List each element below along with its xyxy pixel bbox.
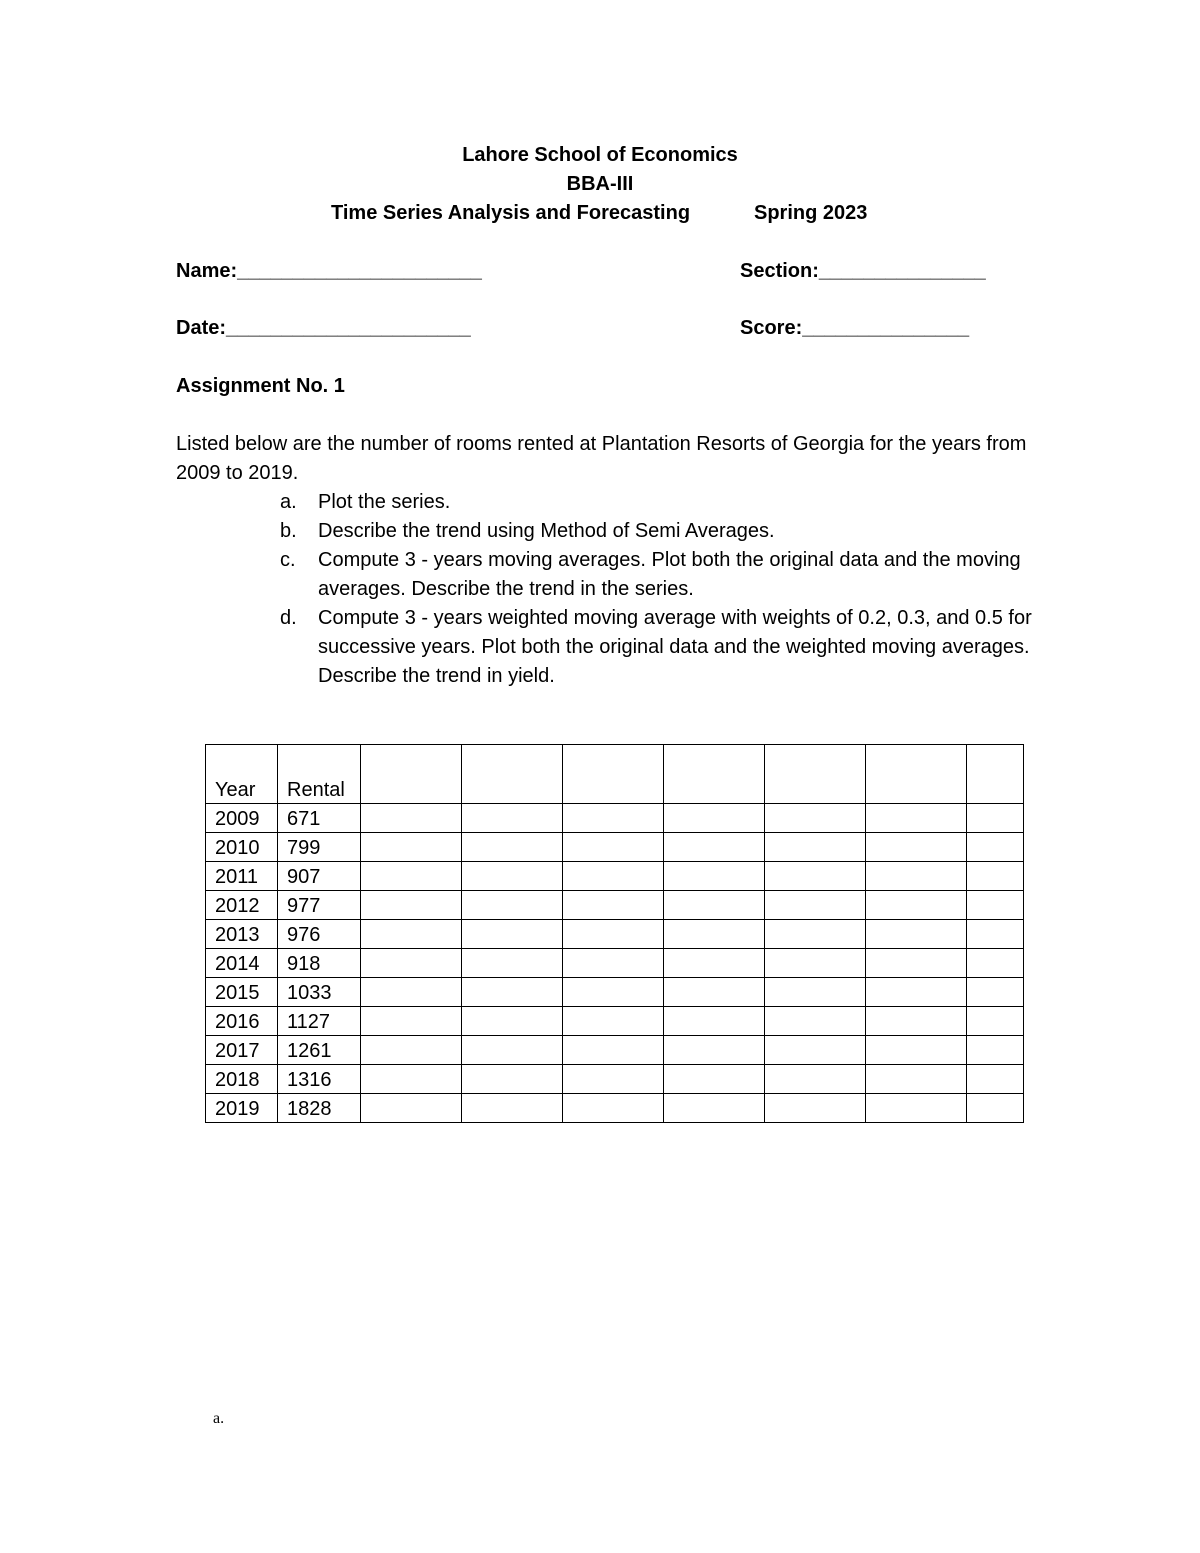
- blank-cell: [967, 1065, 1024, 1094]
- task-item: [280, 604, 1040, 691]
- table-row: [206, 1007, 1024, 1036]
- blank-cell: [664, 1094, 765, 1123]
- task-text: Compute 3 - years moving averages. Plot both the original data and the moving averages. Describe the trend in the series.: [318, 549, 1021, 600]
- rental-cell: 976: [278, 920, 361, 949]
- blank-cell: [967, 1007, 1024, 1036]
- blank-cell: [866, 804, 967, 833]
- blank-cell: [361, 1094, 462, 1123]
- blank-cell: [866, 978, 967, 1007]
- blank-cell: [563, 1065, 664, 1094]
- blank-cell: [765, 949, 866, 978]
- blank-cell: [361, 949, 462, 978]
- blank-cell: [967, 833, 1024, 862]
- blank-cell: [563, 1036, 664, 1065]
- rental-cell: 907: [278, 862, 361, 891]
- table-row: [206, 949, 1024, 978]
- task-list: [280, 488, 1040, 691]
- year-cell: 2011: [206, 862, 278, 891]
- blank-cell: [462, 920, 563, 949]
- blank-cell: [664, 949, 765, 978]
- blank-cell: [765, 891, 866, 920]
- table-row: [206, 833, 1024, 862]
- task-text: Describe the trend using Method of Semi Averages.: [318, 520, 775, 542]
- course-title: Time Series Analysis and Forecasting: [331, 202, 691, 224]
- blank-cell: [967, 891, 1024, 920]
- assignment-title: Assignment No. 1: [176, 375, 345, 397]
- blank-cell: [361, 891, 462, 920]
- column-header-rental: Rental: [278, 745, 361, 804]
- column-header-blank: [664, 745, 765, 804]
- task-text: Compute 3 - years weighted moving average with weights of 0.2, 0.3, and 0.5 for successive years. Plot both the original data and the weighted moving averages. Describe the trend in yield.: [318, 607, 1032, 687]
- table-row: [206, 804, 1024, 833]
- blank-cell: [361, 978, 462, 1007]
- blank-cell: [664, 1065, 765, 1094]
- rental-cell: 1033: [278, 978, 361, 1007]
- year-cell: 2014: [206, 949, 278, 978]
- blank-cell: [462, 1036, 563, 1065]
- blank-cell: [866, 891, 967, 920]
- column-header-blank: [765, 745, 866, 804]
- blank-cell: [361, 1065, 462, 1094]
- blank-cell: [765, 978, 866, 1007]
- column-header-blank: [462, 745, 563, 804]
- blank-cell: [462, 833, 563, 862]
- blank-cell: [563, 1007, 664, 1036]
- blank-cell: [866, 1094, 967, 1123]
- blank-cell: [361, 862, 462, 891]
- column-header-blank: [866, 745, 967, 804]
- blank-cell: [462, 949, 563, 978]
- blank-cell: [563, 978, 664, 1007]
- blank-cell: [462, 1007, 563, 1036]
- blank-cell: [462, 1065, 563, 1094]
- blank-cell: [361, 1036, 462, 1065]
- blank-cell: [361, 833, 462, 862]
- blank-cell: [563, 833, 664, 862]
- rental-cell: 1316: [278, 1065, 361, 1094]
- year-cell: 2010: [206, 833, 278, 862]
- blank-cell: [765, 1094, 866, 1123]
- task-item: [280, 517, 1040, 546]
- blank-cell: [866, 1065, 967, 1094]
- blank-cell: [462, 804, 563, 833]
- year-cell: 2016: [206, 1007, 278, 1036]
- blank-cell: [664, 833, 765, 862]
- table-header-row: [206, 745, 1024, 804]
- rental-cell: 671: [278, 804, 361, 833]
- blank-cell: [462, 862, 563, 891]
- column-header-blank: [563, 745, 664, 804]
- term-label: Spring 2023: [754, 202, 868, 224]
- section-field: Section:_______________: [740, 260, 986, 282]
- task-marker: a.: [280, 491, 297, 513]
- column-header-blank: [361, 745, 462, 804]
- blank-cell: [361, 1007, 462, 1036]
- blank-cell: [563, 891, 664, 920]
- blank-cell: [967, 920, 1024, 949]
- column-header-blank: [967, 745, 1024, 804]
- blank-cell: [967, 978, 1024, 1007]
- table-row: [206, 1036, 1024, 1065]
- table-row: [206, 1094, 1024, 1123]
- blank-cell: [563, 804, 664, 833]
- year-cell: 2019: [206, 1094, 278, 1123]
- blank-cell: [967, 949, 1024, 978]
- blank-cell: [462, 891, 563, 920]
- year-cell: 2018: [206, 1065, 278, 1094]
- blank-cell: [664, 862, 765, 891]
- program-title: BBA-III: [566, 173, 634, 195]
- blank-cell: [462, 1094, 563, 1123]
- rental-cell: 918: [278, 949, 361, 978]
- intro-paragraph: Listed below are the number of rooms rented at Plantation Resorts of Georgia for the years from 2009 to 2019.: [176, 433, 1027, 484]
- blank-cell: [765, 1036, 866, 1065]
- rental-cell: 977: [278, 891, 361, 920]
- blank-cell: [967, 1094, 1024, 1123]
- blank-cell: [866, 949, 967, 978]
- rental-cell: 1127: [278, 1007, 361, 1036]
- blank-cell: [765, 862, 866, 891]
- blank-cell: [664, 1036, 765, 1065]
- task-text: Plot the series.: [318, 491, 451, 513]
- rental-cell: 1828: [278, 1094, 361, 1123]
- task-marker: b.: [280, 520, 297, 542]
- blank-cell: [361, 804, 462, 833]
- table-row: [206, 862, 1024, 891]
- task-marker: c.: [280, 549, 296, 571]
- task-item: [280, 488, 1040, 517]
- name-field: Name:______________________: [176, 260, 482, 282]
- blank-cell: [866, 1036, 967, 1065]
- rental-cell: 1261: [278, 1036, 361, 1065]
- date-field: Date:______________________: [176, 317, 471, 339]
- blank-cell: [765, 804, 866, 833]
- blank-cell: [563, 949, 664, 978]
- task-marker: d.: [280, 607, 297, 629]
- blank-cell: [866, 833, 967, 862]
- year-cell: 2012: [206, 891, 278, 920]
- blank-cell: [664, 804, 765, 833]
- blank-cell: [967, 862, 1024, 891]
- blank-cell: [664, 920, 765, 949]
- blank-cell: [866, 862, 967, 891]
- blank-cell: [866, 1007, 967, 1036]
- year-cell: 2017: [206, 1036, 278, 1065]
- table-row: [206, 891, 1024, 920]
- footer-list-marker: a.: [213, 1410, 225, 1427]
- blank-cell: [664, 891, 765, 920]
- column-header-year: Year: [206, 745, 278, 804]
- year-cell: 2015: [206, 978, 278, 1007]
- year-cell: 2009: [206, 804, 278, 833]
- blank-cell: [967, 804, 1024, 833]
- table-row: [206, 1065, 1024, 1094]
- blank-cell: [866, 920, 967, 949]
- institution-title: Lahore School of Economics: [462, 144, 738, 166]
- blank-cell: [563, 1094, 664, 1123]
- blank-cell: [563, 920, 664, 949]
- blank-cell: [664, 978, 765, 1007]
- rental-cell: 799: [278, 833, 361, 862]
- blank-cell: [765, 833, 866, 862]
- blank-cell: [462, 978, 563, 1007]
- blank-cell: [361, 920, 462, 949]
- blank-cell: [765, 1065, 866, 1094]
- blank-cell: [765, 1007, 866, 1036]
- blank-cell: [664, 1007, 765, 1036]
- task-item: [280, 546, 1040, 604]
- year-cell: 2013: [206, 920, 278, 949]
- score-field: Score:_______________: [740, 317, 970, 339]
- blank-cell: [563, 862, 664, 891]
- blank-cell: [967, 1036, 1024, 1065]
- table-row: [206, 978, 1024, 1007]
- rental-data-table: [205, 744, 1024, 1123]
- table-row: [206, 920, 1024, 949]
- blank-cell: [765, 920, 866, 949]
